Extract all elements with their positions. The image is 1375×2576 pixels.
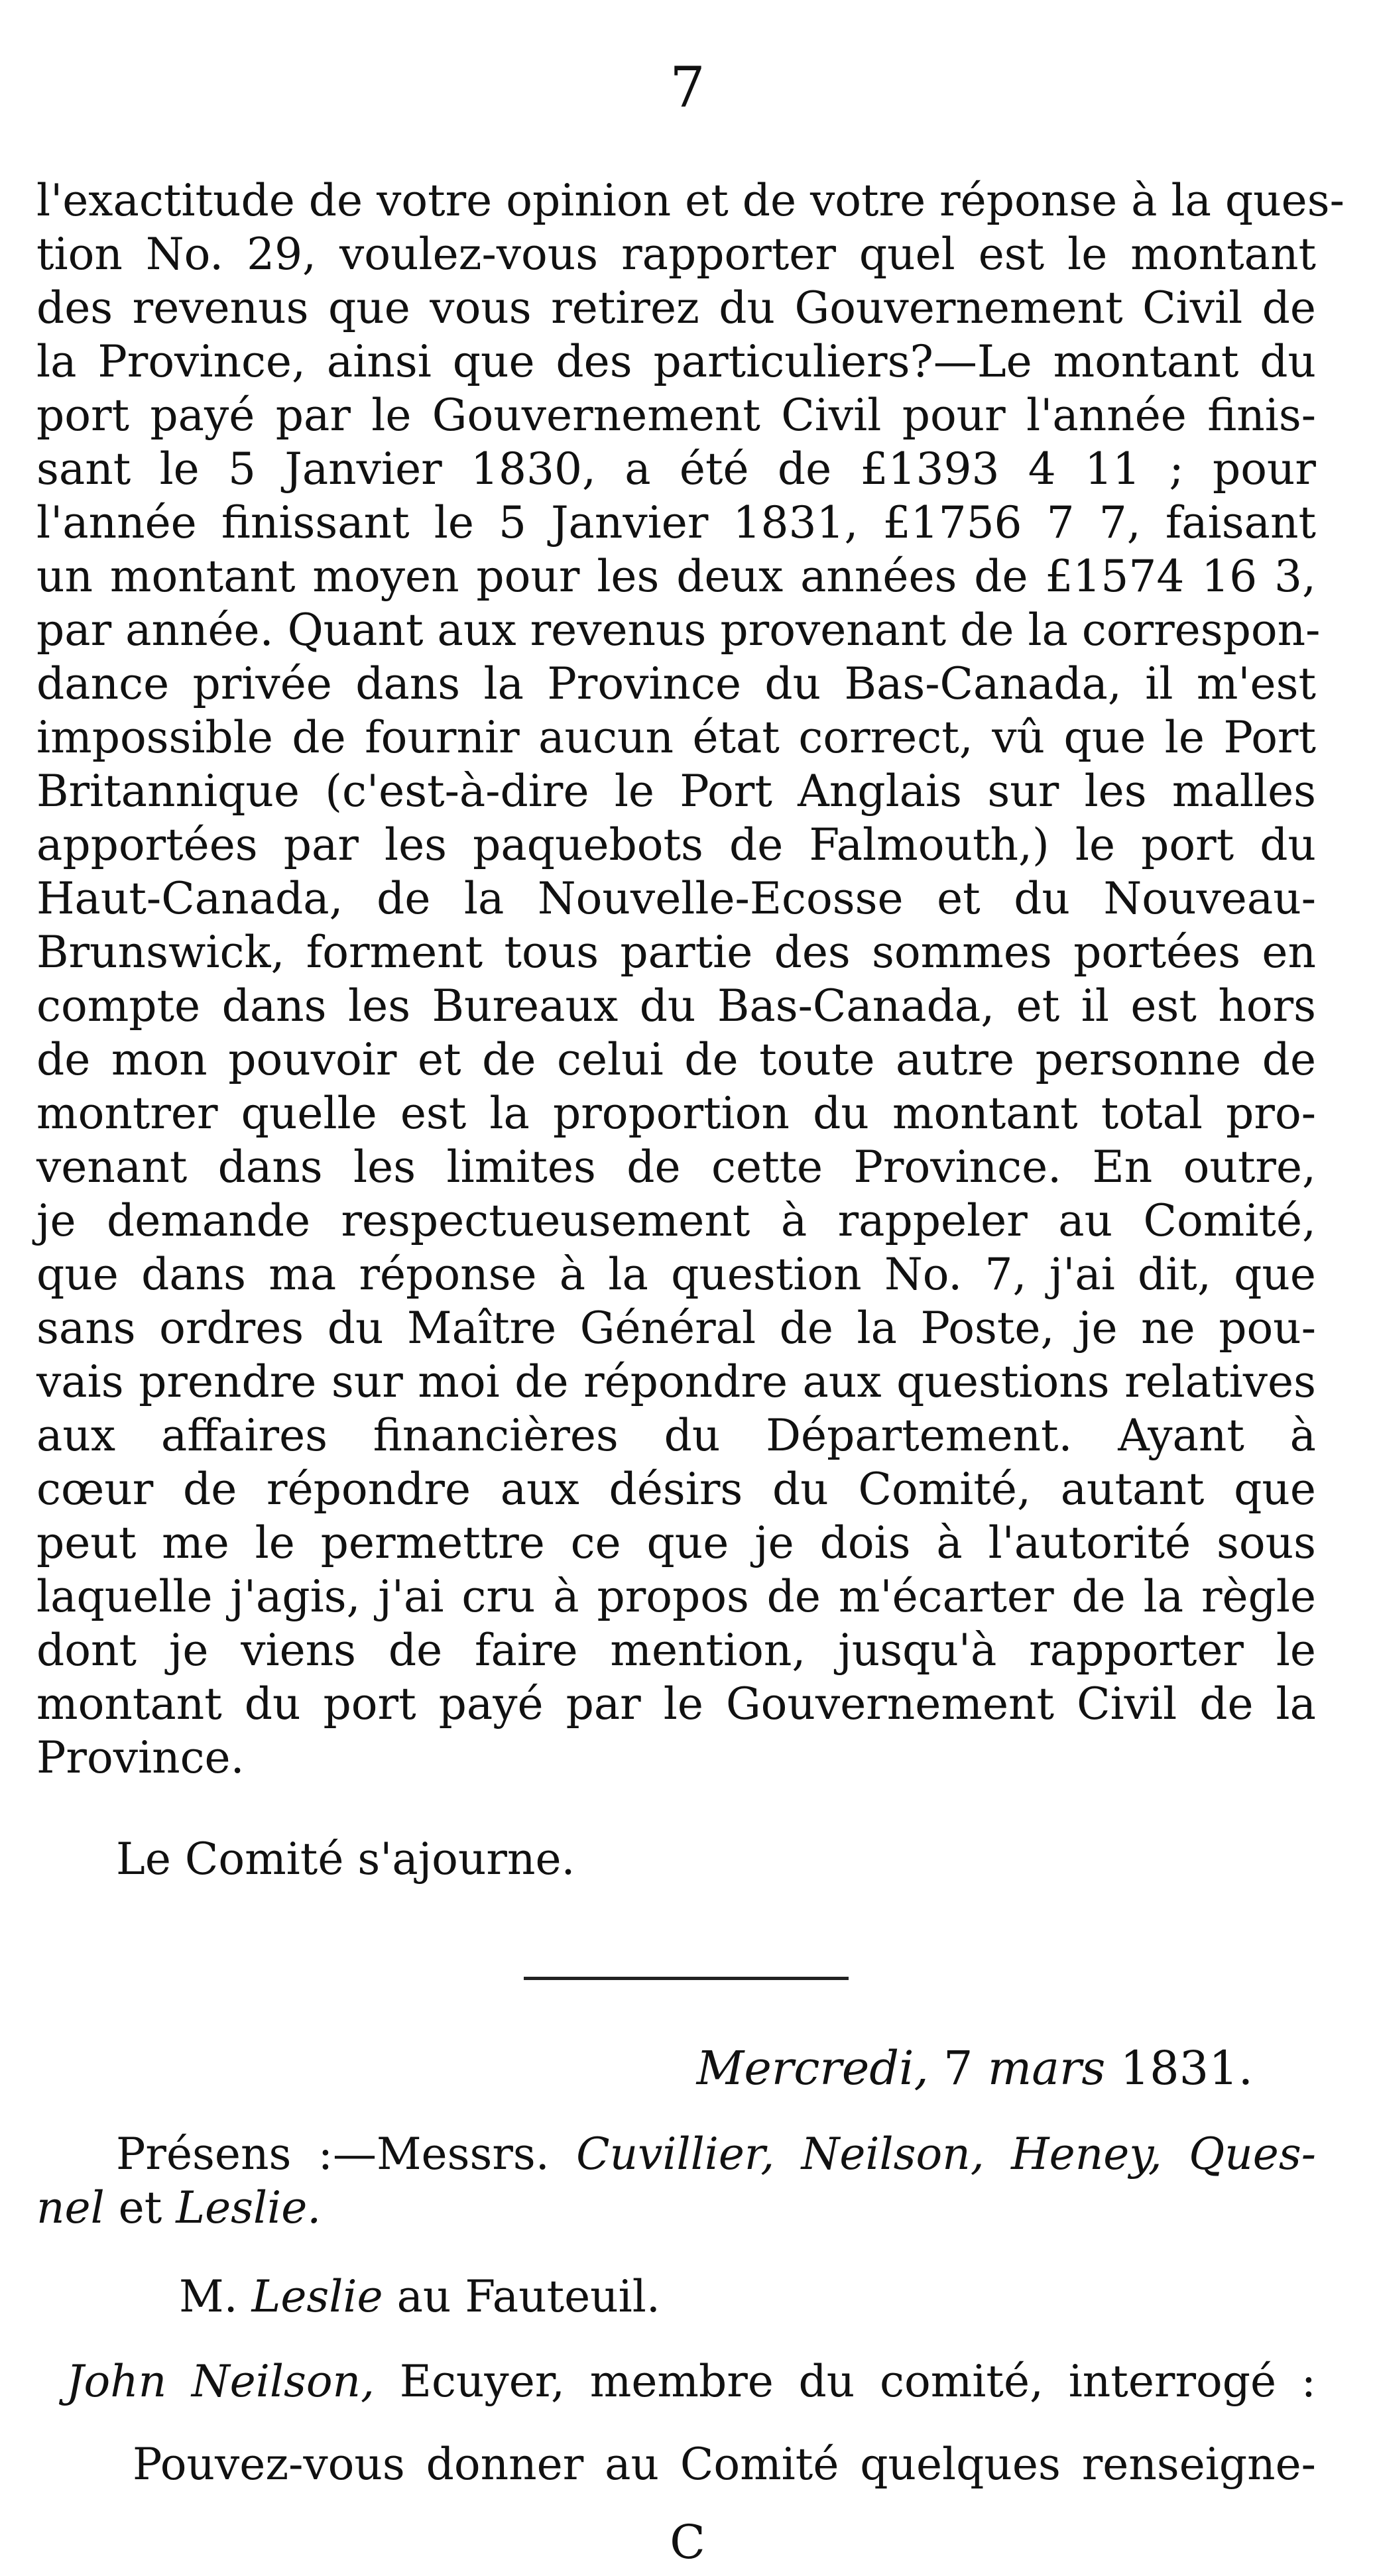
chair-line bbox=[179, 2270, 1316, 2323]
member-name: Cuvillier, bbox=[576, 2129, 775, 2180]
witness-line bbox=[66, 2355, 1316, 2408]
member-name: Neilson, bbox=[801, 2129, 985, 2180]
witness-text: Ecuyer, membre du comité, interrogé : bbox=[399, 2356, 1316, 2407]
section-divider bbox=[524, 1977, 849, 1980]
body-line: l'exactitude de votre opinion et de votre réponse à la ques- bbox=[36, 175, 1345, 226]
body-line: Province. bbox=[36, 1732, 245, 1783]
date-number: 7 bbox=[943, 2041, 973, 2095]
signature-mark: C bbox=[670, 2515, 705, 2569]
body-line: apportées par les paquebots de Falmouth,) le port du bbox=[36, 819, 1316, 870]
body-line: tion No. 29, voulez-vous rapporter quel est le montant bbox=[36, 229, 1316, 280]
body-line: Britannique (c'est-à-dire le Port Anglais sur les malles bbox=[36, 766, 1316, 817]
body-line: cœur de répondre aux désirs du Comité, autant que bbox=[36, 1464, 1316, 1515]
sitting-date bbox=[0, 2042, 1253, 2095]
body-line: dance privée dans la Province du Bas-Canada, il m'est bbox=[36, 658, 1316, 709]
body-line: l'année finissant le 5 Janvier 1831, £1756 7 7, faisant bbox=[36, 497, 1316, 548]
attendance-conjunction: et bbox=[118, 2182, 162, 2233]
attendance-line-cont bbox=[36, 2182, 1316, 2235]
attendance-line bbox=[116, 2128, 1316, 2181]
body-line: sant le 5 Janvier 1830, a été de £1393 4 11 ; pour bbox=[36, 443, 1316, 495]
body-line: port payé par le Gouvernement Civil pour l'année finis- bbox=[36, 390, 1316, 441]
body-line: un montant moyen pour les deux années de £1574 16 3, bbox=[36, 551, 1316, 602]
body-line: compte dans les Bureaux du Bas-Canada, et il est hors bbox=[36, 980, 1316, 1031]
body-line: laquelle j'agis, j'ai cru à propos de m'écarter de la règle bbox=[36, 1571, 1316, 1622]
body-line: sans ordres du Maître Général de la Poste, je ne pou- bbox=[36, 1303, 1316, 1354]
body-line: impossible de fournir aucun état correct, vû que le Port bbox=[36, 712, 1316, 763]
question-line: Pouvez-vous donner au Comité quelques renseigne- bbox=[133, 2439, 1316, 2490]
adjournment-line: Le Comité s'ajourne. bbox=[116, 1834, 575, 1885]
body-line: par année. Quant aux revenus provenant de la correspon- bbox=[36, 605, 1321, 656]
date-month: mars bbox=[987, 2041, 1106, 2095]
date-day: Mercredi, bbox=[696, 2041, 929, 2095]
chair-title: M. bbox=[179, 2271, 238, 2322]
member-name: Ques- bbox=[1189, 2129, 1317, 2180]
page-number: 7 bbox=[670, 55, 705, 120]
body-line: de mon pouvoir et de celui de toute autre personne de bbox=[36, 1034, 1316, 1085]
body-line: montrer quelle est la proportion du montant total pro- bbox=[36, 1088, 1316, 1139]
body-line: Haut-Canada, de la Nouvelle-Ecosse et du Nouveau- bbox=[36, 873, 1316, 924]
member-name: Heney, bbox=[1011, 2129, 1162, 2180]
member-name: nel bbox=[36, 2182, 105, 2233]
chair-name: Leslie bbox=[251, 2271, 383, 2322]
attendance-label: Présens :—Messrs. bbox=[116, 2129, 550, 2180]
body-line: vais prendre sur moi de répondre aux questions relatives bbox=[36, 1356, 1316, 1407]
body-line: je demande respectueusement à rappeler au Comité, bbox=[36, 1195, 1316, 1246]
body-line: dont je viens de faire mention, jusqu'à rapporter le bbox=[36, 1625, 1316, 1676]
chair-text: au Fauteuil. bbox=[396, 2271, 660, 2322]
date-year: 1831. bbox=[1120, 2041, 1253, 2095]
body-line: peut me le permettre ce que je dois à l'autorité sous bbox=[36, 1517, 1316, 1568]
body-line: des revenus que vous retirez du Gouvernement Civil de bbox=[36, 282, 1316, 333]
body-line: venant dans les limites de cette Province. En outre, bbox=[36, 1142, 1316, 1193]
body-line: Brunswick, forment tous partie des sommes portées en bbox=[36, 927, 1316, 978]
body-line: que dans ma réponse à la question No. 7, j'ai dit, que bbox=[36, 1249, 1316, 1300]
witness-name: John Neilson, bbox=[66, 2356, 375, 2407]
body-line: montant du port payé par le Gouvernement Civil de la bbox=[36, 1678, 1316, 1729]
body-line: la Province, ainsi que des particuliers?—Le montant du bbox=[36, 336, 1316, 387]
member-name: Leslie. bbox=[176, 2182, 322, 2233]
body-line: aux affaires financières du Département. Ayant à bbox=[36, 1410, 1316, 1461]
